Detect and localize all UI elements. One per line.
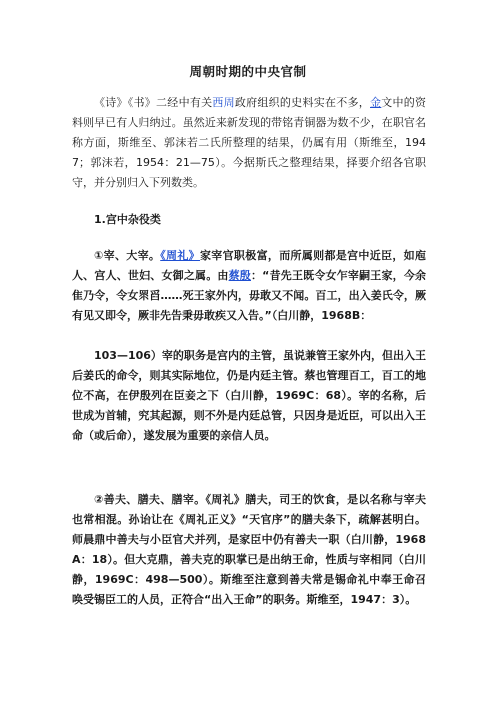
link-xizhou[interactable]: 西周	[212, 96, 235, 109]
intro-text-1: 《诗》《书》二经中有关	[94, 96, 213, 109]
item1-text-3: ：“昔先王既令女乍宰嗣王家，今余隹乃令，令女眔舀……死王家外内，毋敢又不闻。百工，出入姜氏令，厥有见又即令，厥非先告秉毋敢疾又入告。”（白川静，1968B：	[72, 269, 427, 322]
document-title: 周朝时期的中央官制	[189, 64, 307, 79]
item1-continuation-paragraph: 103—106）宰的职务是宫内的主管，虽说兼管王家外内，但出入王后姜氏的命令，则其实际地位，仍是内廷主管。蔡也管理百工，百工的地位不高，在伊殷列在臣妾之下（白川静，1969C：68）。宰的名称，后世成为首辅，究其起源，则不外是内廷总管，只因身是近臣，可以出入王命（或后命），遂发展为重要的亲信人员。	[72, 349, 426, 442]
item1-text-1: ①宰、大宰。	[94, 249, 161, 262]
intro-paragraph	[72, 93, 426, 193]
link-cai-gui[interactable]: 蔡殷	[228, 269, 251, 282]
intro-text-2: 政府组织的史料实在不多，	[234, 96, 370, 109]
section-heading: 1.宫中杂役类	[94, 213, 161, 226]
intro-text-3: 文中的资料则早已有人归纳过。虽然近来新发现的带铭青铜器为数不少，在职官名称方面，斯维至、郭沫若二氏所整理的结果，仍属有用（斯维至，1947；郭沫若，1954：21—75）。今据斯氏之整理结果，择要介绍各官职守，并分别归入下列数类。	[72, 96, 427, 189]
link-zhouli[interactable]: 《周礼》	[160, 249, 200, 262]
item1-text-2: 家宰官职极富，而所属则都是宫中近臣，如庖人、宫人、世妇、女御之属。由	[72, 249, 426, 282]
item2-paragraph: ②善夫、膳夫、膳宰。《周礼》膳夫，司王的饮食，是以名称与宰夫也常相混。孙诒让在《周礼正义》“天官序”的膳夫条下，疏解甚明白。师晨鼎中善夫与小臣官犬并列，是家臣中仍有善夫一职（白川静，1968A：18）。但大克鼎，善夫克的职掌已是出纳王命，性质与宰相同（白川静，1969C：498—500）。斯维至注意到善夫常是锡命礼中奉王命召唤受锡臣工的人员，正符合“出入王命”的职务。斯维至，1947：3）。	[72, 493, 426, 606]
item1-paragraph	[72, 246, 426, 326]
link-jin[interactable]: 金	[370, 96, 382, 109]
